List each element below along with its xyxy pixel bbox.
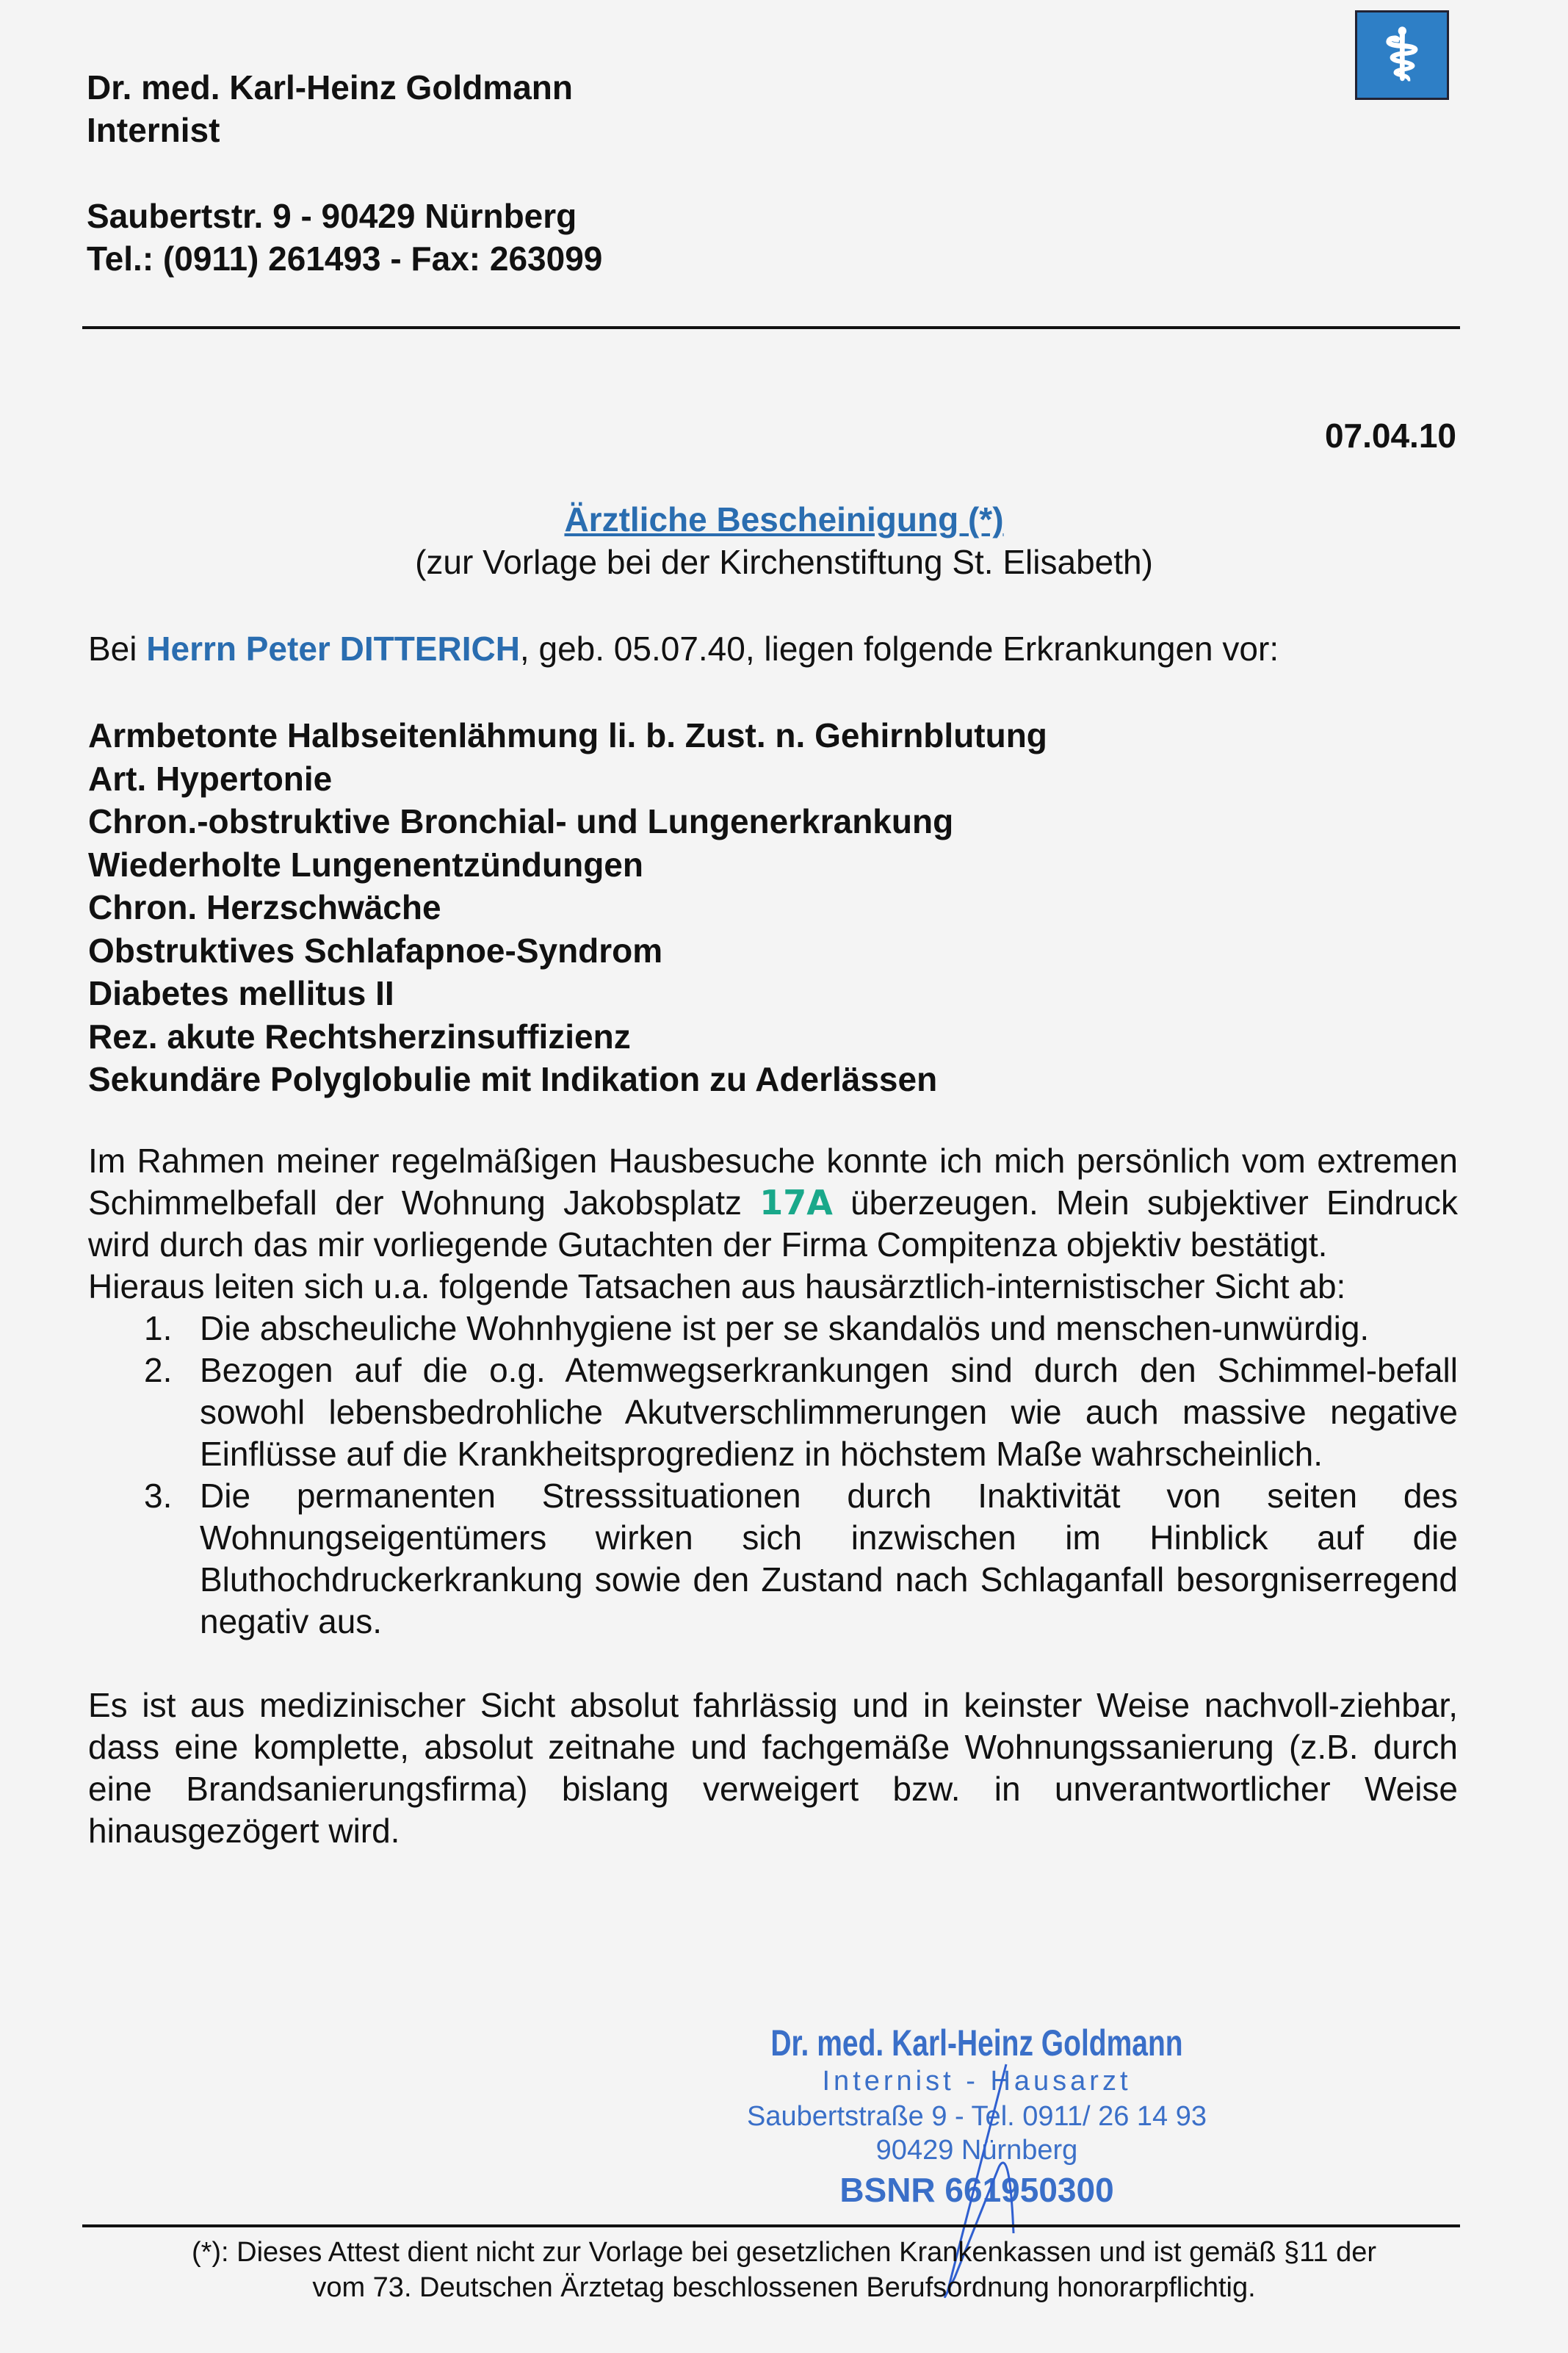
document-subtitle: (zur Vorlage bei der Kirchenstiftung St. Elisabeth) [415, 543, 1153, 581]
diagnosis-item: Wiederholte Lungenentzündungen [88, 845, 643, 884]
stamp-address: Saubertstraße 9 - Tel. 0911/ 26 14 93 [747, 2101, 1207, 2132]
paragraph-text: überzeugen. Mein subjektiver Eindruck wird durch das mir vorliegende Gutachten der Firma Compitenza objektiv bestätigt. [88, 1183, 1458, 1264]
stamp-city: 90429 Nürnberg [875, 2135, 1078, 2166]
doctor-title: Internist [87, 111, 220, 149]
list-number: 1. [144, 1309, 173, 1347]
diagnosis-list [88, 714, 1458, 1101]
findings-list [88, 1308, 1458, 1643]
intro-line [88, 628, 1458, 670]
stamp-name: Dr. med. Karl-Heinz Goldmann [770, 2022, 1183, 2064]
paragraph-text: Im Rahmen meiner regelmäßigen Hausbesuche konnte ich mich persönlich vom extremen Schimmelbefall der Wohnung Jakobsplatz [88, 1142, 1458, 1222]
paragraph-observation [88, 1140, 1458, 1266]
document-date: 07.04.10 [1324, 417, 1456, 455]
stamp-bsnr: BSNR 661950300 [839, 2171, 1114, 2209]
doctor-name: Dr. med. Karl-Heinz Goldmann [87, 68, 573, 107]
diagnosis-item: Diabetes mellitus II [88, 974, 394, 1012]
footer-divider [82, 2224, 1460, 2227]
diagnosis-item: Sekundäre Polyglobulie mit Indikation zu Aderlässen [88, 1060, 938, 1098]
paragraph-conclusions-intro: Hieraus leiten sich u.a. folgende Tatsachen aus hausärztlich-internistischer Sicht ab: [88, 1267, 1346, 1305]
stamp-role: Internist - Hausarzt [822, 2066, 1132, 2097]
handwritten-house-number: 17A [759, 1183, 833, 1222]
document-title: Ärztliche Bescheinigung (*) [564, 500, 1004, 538]
list-number: 2. [144, 1351, 173, 1389]
list-item [88, 1308, 1458, 1350]
intro-suffix: , geb. 05.07.40, liegen folgende Erkrankungen vor: [519, 630, 1279, 668]
diagnosis-item: Chron.-obstruktive Bronchial- und Lungenerkrankung [88, 802, 954, 840]
list-number: 3. [144, 1477, 173, 1515]
diagnosis-item: Obstruktives Schlafapnoe-Syndrom [88, 931, 663, 970]
doctor-address: Saubertstr. 9 - 90429 Nürnberg [87, 197, 577, 235]
intro-prefix: Bei [88, 630, 147, 668]
diagnosis-item: Art. Hypertonie [88, 759, 333, 798]
list-item [88, 1350, 1458, 1475]
header-divider [82, 326, 1460, 329]
diagnosis-item: Armbetonte Halbseitenlähmung li. b. Zust. n. Gehirnblutung [88, 716, 1047, 754]
footnote-line: vom 73. Deutschen Ärztetag beschlossenen Berufsordnung honorarpflichtig. [312, 2272, 1256, 2303]
aesculapian-staff-icon: ⚕ [1355, 10, 1449, 100]
list-item [88, 1475, 1458, 1643]
list-text: Die permanenten Stresssituationen durch Inaktivität von seiten des Wohnungseigentümers wirken sich inzwischen im Hinblick auf die Bluthochdruckerkrankung sowie den Zustand nach Schlaganfall besorgniserregend negativ aus. [200, 1477, 1458, 1640]
doctor-contact: Tel.: (0911) 261493 - Fax: 263099 [87, 239, 603, 278]
diagnosis-item: Chron. Herzschwäche [88, 888, 441, 926]
list-text: Bezogen auf die o.g. Atemwegserkrankungen sind durch den Schimmel-befall sowohl lebensbedrohliche Akutverschlimmerungen wie auch massive negative Einflüsse auf die Krankheitsprogredienz in höchstem Maße wahrscheinlich. [200, 1351, 1458, 1473]
body-text [88, 1140, 1458, 1852]
patient-name: Herrn Peter DITTERICH [146, 630, 520, 668]
footnote [0, 2235, 1568, 2305]
paragraph-final: Es ist aus medizinischer Sicht absolut fahrlässig und in keinster Weise nachvoll-ziehbar, dass eine komplette, absolut zeitnahe und fachgemäße Wohnungssanierung (z.B. durch eine Brandsanierungsfirma) bislang verweigert bzw. in unverantwortlicher Weise hinausgezögert wird. [88, 1686, 1458, 1850]
list-text: Die abscheuliche Wohnhygiene ist per se skandalös und menschen-unwürdig. [200, 1309, 1370, 1347]
footnote-line: (*): Dieses Attest dient nicht zur Vorlage bei gesetzlichen Krankenkassen und ist gemäß §11 der [191, 2237, 1377, 2268]
diagnosis-item: Rez. akute Rechtsherzinsuffizienz [88, 1017, 631, 1056]
